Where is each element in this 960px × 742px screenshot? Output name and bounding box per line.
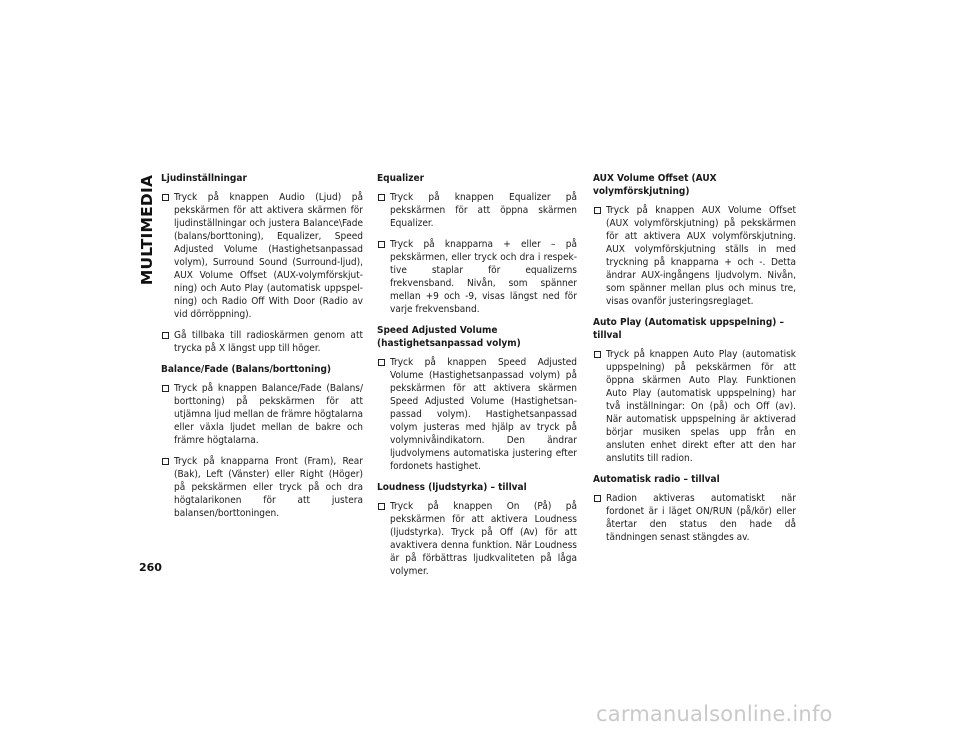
bullet-text: Tryck på knappen Auto Play (automatisk uppspelning) på pekskärmen för att öppna skärmen Auto Play. Funktionen Auto Play (automatisk uppspelning) har två inställningar: On (på) och Off (av). När automatisk uppspelning är aktiverad börjar musiken spelas upp från en ansluten enhet direkt efter att den har anslutits till radion. (606, 349, 796, 464)
section-heading: Loudness (ljudstyrka) – tillval (377, 482, 527, 493)
bullet-item (377, 191, 577, 230)
text-column-2 (377, 172, 577, 586)
section-heading: Automatisk radio – tillval (593, 474, 720, 485)
bullet-item (377, 356, 577, 473)
bullet-text: Gå tillbaka till radioskärmen genom att trycka på X längst upp till höger. (174, 330, 363, 354)
watermark: carmanualsonline.info (596, 702, 833, 726)
bullet-item (593, 492, 796, 544)
text-column-3 (593, 172, 796, 552)
bullet-item (377, 500, 577, 578)
bullet-item (593, 204, 796, 308)
section-heading: Equalizer (377, 173, 425, 184)
square-bullet-icon (162, 385, 169, 392)
bullet-text: Tryck på knappen Balance/Fade (Balans/ borttoning) på pekskärmen för att utjämna ljud mellan de främre högtalarna eller växla ljudet mellan de bakre och främre högtalarna. (174, 383, 363, 446)
bullet-text: Tryck på knappen Audio (Ljud) på pekskärmen för att aktivera skärmen för ljudinställningar och justera Balance\Fade (balans/borttoning), Equalizer, Speed Adjusted Volume (Hastighetsanpassad volym), Surround Sound (Surround-ljud), AUX Volume Offset (AUX-volymförskjutning) och Auto Play (automatisk uppspelning) och Radio Off With Door (Radio av vid dörröppning). (174, 192, 363, 320)
bullet-item (161, 329, 363, 355)
bullet-text: Tryck på knappen AUX Volume Offset (AUX volymförskjutning) på pekskärmen för att aktivera AUX volymförskjutning. AUX volymförskjutning ställs in med tryckning på knapparna + och -. Detta ändrar AUX-ingångens ljudvolym. Nivån, som spänner mellan plus och minus tre, visas ovanför justeringsreglaget. (606, 205, 796, 307)
bullet-item (593, 348, 796, 465)
section-tab (139, 175, 155, 285)
section-tab-label: MULTIMEDIA (138, 174, 156, 286)
bullet-text: Radion aktiveras automatiskt när fordonet är i läget ON/RUN (på/kör) eller återtar den status den hade då tändningen senast stängdes av. (606, 493, 796, 543)
square-bullet-icon (162, 458, 169, 465)
bullet-item (161, 455, 363, 520)
bullet-item (161, 191, 363, 321)
bullet-text: Tryck på knappen Speed Adjusted Volume (Hastighetsanpassad volym) på pekskärmen för att aktivera skärmen Speed Adjusted Volume (Hastighetsanpassad volym). Hastighetsanpassad volym justeras med hjälp av tryck på volymnivåindikatorn. Den ändrar ljudvolymens automatiska justering efter fordonets hastighet. (390, 357, 577, 472)
section-heading: Auto Play (Automatisk uppspelning) – tillval (593, 317, 785, 341)
square-bullet-icon (162, 332, 169, 339)
square-bullet-icon (594, 207, 601, 214)
square-bullet-icon (594, 351, 601, 358)
page-number: 260 (139, 561, 162, 574)
section-heading: Balance/Fade (Balans/borttoning) (161, 364, 332, 375)
square-bullet-icon (594, 495, 601, 502)
square-bullet-icon (378, 241, 385, 248)
text-column-1 (161, 172, 363, 528)
section-heading: Ljudinställningar (161, 173, 247, 184)
square-bullet-icon (162, 194, 169, 201)
bullet-item (161, 382, 363, 447)
square-bullet-icon (378, 503, 385, 510)
square-bullet-icon (378, 194, 385, 201)
section-heading: Speed Adjusted Volume (hastighetsanpassad volym) (377, 325, 521, 349)
bullet-item (377, 238, 577, 316)
bullet-text: Tryck på knapparna + eller – på pekskärmen, eller tryck och dra i respektive staplar för equalizerns frekvensband. Nivån, som spänner mellan +9 och -9, visas längst ned för varje frekvensband. (390, 239, 577, 315)
bullet-text: Tryck på knapparna Front (Fram), Rear (Bak), Left (Vänster) eller Right (Höger) på pekskärmen eller tryck på och dra högtalarikonen för att justera balansen/borttoningen. (174, 456, 363, 519)
bullet-text: Tryck på knappen On (På) på pekskärmen för att aktivera Loudness (ljudstyrka). Tryck på Off (Av) för att avaktivera denna funktion. När Loudness är på förbättras ljudkvaliteten på låga volymer. (390, 501, 577, 577)
section-heading: AUX Volume Offset (AUX volymförskjutning) (593, 173, 717, 197)
square-bullet-icon (378, 359, 385, 366)
bullet-text: Tryck på knappen Equalizer på pekskärmen för att öppna skärmen Equalizer. (390, 192, 577, 229)
